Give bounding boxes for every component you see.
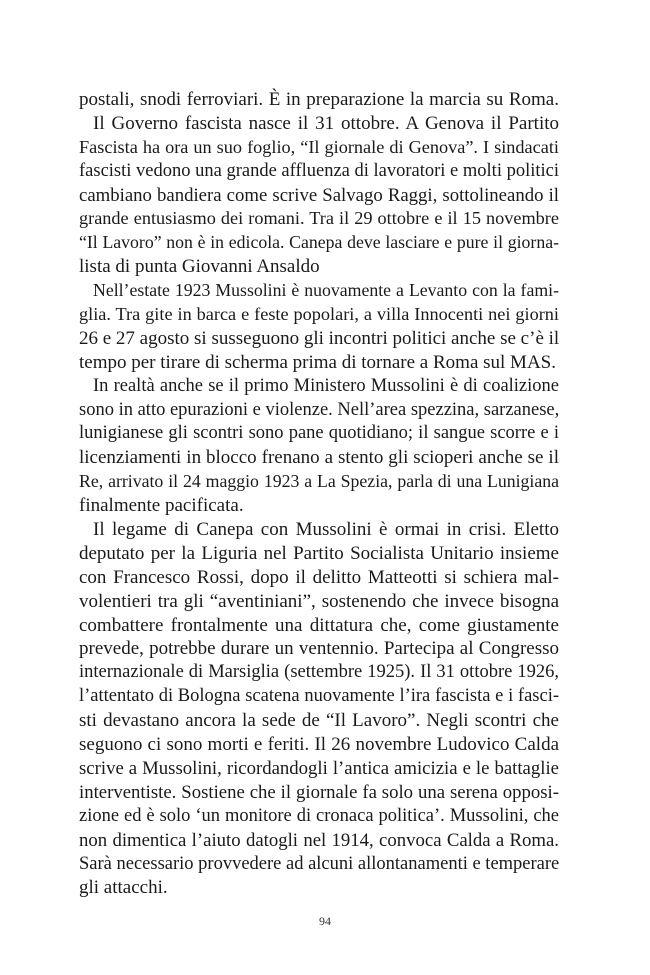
text-line: Il Governo fascista nasce il 31 ottobre. A Genova il Partito: [93, 112, 559, 134]
text-line: Fascista ha ora un suo foglio, “Il giornale di Genova”. I sindacati: [79, 136, 559, 157]
text-line: 26 e 27 agosto si susseguono gli incontri politici anche se c’è il: [79, 327, 559, 349]
text-line: Il legame di Canepa con Mussolini è ormai in crisi. Eletto: [93, 519, 559, 541]
text-line: combattere frontalmente una dittatura che, come giustamente: [79, 614, 559, 636]
text-line: Sarà necessario provvedere ad alcuni allontanamenti e temperare: [79, 853, 559, 874]
text-line: non dimentica l’aiuto datogli nel 1914, convoca Calda a Roma.: [79, 829, 559, 851]
text-line: seguono ci sono morti e feriti. Il 26 novembre Ludovico Calda: [79, 734, 559, 756]
text-line: lista di punta Giovanni Ansaldo: [79, 256, 320, 278]
text-line: Re, arrivato il 24 maggio 1923 a La Spezia, parla di una Lunigiana: [79, 471, 559, 492]
text-line: prevede, potrebbe durare un ventennio. Partecipa al Congresso: [79, 638, 559, 660]
text-line: tempo per tirare di scherma prima di tornare a Roma sul MAS.: [79, 351, 556, 373]
text-line: cambiano bandiera come scrive Salvago Raggi, sottolineando il: [79, 184, 559, 206]
text-line: interventiste. Sostiene che il giornale fa solo una serena opposi-: [79, 781, 559, 803]
text-line: finalmente pacificata.: [79, 495, 244, 517]
text-line: scrive a Mussolini, ricordandogli l’antica amicizia e le battaglie: [79, 757, 559, 779]
body-text: [79, 88, 559, 900]
text-line: gli attacchi.: [79, 877, 168, 899]
text-line: lunigianese gli scontri sono pane quotidiano; il sangue scorre e i: [79, 423, 559, 444]
text-line: sono in atto epurazioni e violenze. Nell’area spezzina, sarzanese,: [79, 399, 559, 420]
text-line: “Il Lavoro” non è in edicola. Canepa deve lasciare e pure il giorna-: [79, 232, 559, 253]
text-line: volentieri tra gli “aventiniani”, sostenendo che invece bisogna: [79, 590, 559, 612]
text-line: In realtà anche se il primo Ministero Mussolini è di coalizione: [93, 375, 559, 396]
page-number: 94: [319, 914, 331, 928]
text-line: deputato per la Liguria nel Partito Socialista Unitario insieme: [79, 542, 559, 564]
text-line: internazionale di Marsiglia (settembre 1925). Il 31 ottobre 1926,: [79, 662, 559, 683]
text-line: sti devastano ancora la sede de “Il Lavoro”. Negli scontri che: [79, 710, 559, 732]
text-line: zione ed è solo ‘un monitore di cronaca politica’. Mussolini, che: [79, 805, 559, 826]
text-line: glia. Tra gite in barca e feste popolari, a villa Innocenti nei giorni: [79, 304, 559, 325]
text-line: con Francesco Rossi, dopo il delitto Matteotti si schiera mal-: [79, 566, 559, 588]
text-line: l’attentato di Bologna scatena nuovamente l’ira fascista e i fasci-: [79, 686, 559, 707]
text-line: Nell’estate 1923 Mussolini è nuovamente a Levanto con la fami-: [93, 280, 559, 301]
text-line: fascisti vedono una grande affluenza di lavoratori e molti politici: [79, 160, 559, 181]
text-line: grande entusiasmo dei romani. Tra il 29 ottobre e il 15 novembre: [79, 208, 559, 229]
text-line: postali, snodi ferroviari. È in preparazione la marcia su Roma.: [79, 89, 559, 110]
text-line: licenziamenti in blocco frenano a stento gli scioperi anche se il: [79, 447, 559, 469]
